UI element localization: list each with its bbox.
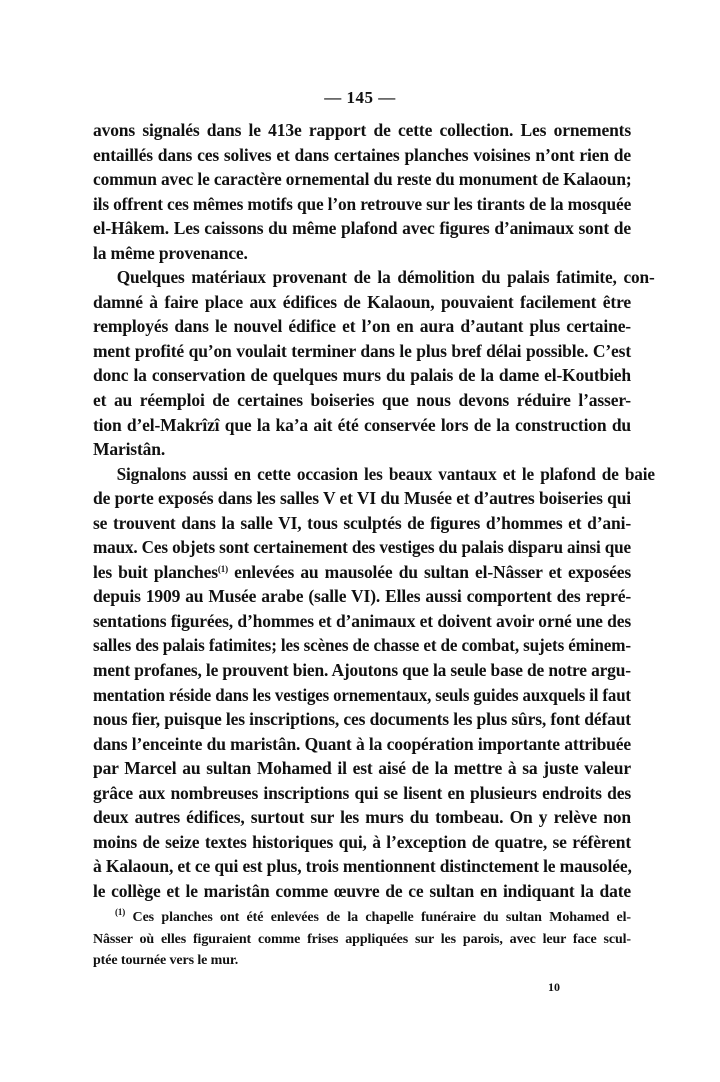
text-line: ment profanes, le prouvent bien. Ajoutons que la seule base de notre argu- (93, 660, 631, 681)
text-line: par Marcel au sultan Mohamed il est aisé de la mettre à sa juste valeur (93, 758, 631, 779)
text-line: deux autres édifices, surtout sur les murs du tombeau. On y relève non (93, 807, 631, 828)
text-line: remployés dans le nouvel édifice et l’on en aura d’autant plus certaine- (93, 316, 631, 337)
footnote-line: ptée tournée vers le mur. (93, 953, 239, 968)
body-text (93, 118, 655, 904)
text-line: nous fier, puisque les inscriptions, ces documents les plus sûrs, font défaut (93, 709, 631, 730)
text-fragment: enlevées au mausolée du sultan el-Nâsser et exposées (227, 561, 631, 582)
text-fragment: les buit planches (93, 561, 218, 582)
footnote-text: Ces planches ont été enlevées de la chapelle funéraire du sultan Mohamed el- (125, 910, 631, 925)
page-number: — 145 — (324, 88, 396, 107)
text-line: ils offrent ces mêmes motifs que l’on retrouve sur les tirants de la mosquée (93, 193, 632, 214)
text-line-with-footnote-ref (93, 560, 631, 585)
text-line: depuis 1909 au Musée arabe (salle VI). Elles aussi comportent des repré- (93, 586, 631, 607)
paragraph-start-line: Quelques matériaux provenant de la démolition du palais fatimite, con- (116, 267, 655, 288)
text-line: tion d’el-Makrîzî que la ka’a ait été conservée lors de la construction du (93, 414, 631, 435)
text-line: el-Hâkem. Les caissons du même plafond avec figures d’animaux sont de (93, 218, 631, 239)
text-line: dans l’enceinte du maristân. Quant à la coopération importante attribuée (93, 733, 631, 754)
footnote-marker: (1) (115, 907, 126, 917)
signature-mark: 10 (548, 980, 560, 994)
text-line: commun avec le caractère ornemental du reste du monument de Kalaoun; (93, 169, 632, 190)
text-line: et au réemploi de certaines boiseries que nous devons réduire l’asser- (93, 390, 631, 411)
text-line: salles des palais fatimites; les scènes de chasse et de combat, sujets éminem- (93, 635, 631, 656)
text-line: se trouvent dans la salle VI, tous sculptés de figures d’hommes et d’ani- (93, 512, 631, 533)
text-line: donc la conservation de quelques murs du palais de la dame el-Koutbieh (93, 365, 631, 386)
text-line: la même provenance. (93, 242, 248, 263)
footnote-line (93, 907, 631, 929)
text-line: avons signalés dans le 413e rapport de cette collection. Les ornements (93, 120, 631, 140)
text-line: Maristân. (93, 439, 166, 460)
footnote-reference[interactable]: (1) (217, 563, 228, 574)
text-line: maux. Ces objets sont certainement des vestiges du palais disparu ainsi que (93, 537, 632, 558)
text-line: mentation réside dans les vestiges ornementaux, seuls guides auxquels il faut (93, 684, 631, 705)
text-line: à Kalaoun, et ce qui est plus, trois mentionnent distinctement le mausolée, (93, 856, 632, 877)
text-line: damné à faire place aux édifices de Kalaoun, pouvaient facilement être (93, 291, 631, 312)
text-line: ment profité qu’on voulait terminer dans le plus bref délai possible. C’est (93, 340, 631, 361)
text-line: de porte exposés dans les salles V et VI du Musée et d’autres boiseries qui (93, 488, 631, 509)
footnotes (93, 907, 631, 972)
text-line: grâce aux nombreuses inscriptions qui se lisent en plusieurs endroits des (93, 782, 631, 803)
text-line: sentations figurées, d’hommes et d’animaux et doivent avoir orné une des (93, 610, 631, 631)
paragraph-start-line: Signalons aussi en cette occasion les beaux vantaux et le plafond de baie (116, 463, 655, 484)
footnote-line: Nâsser où elles figuraient comme frises appliquées sur les parois, avec leur face scul- (93, 931, 631, 947)
text-line: moins de seize textes historiques qui, à l’exception de quatre, se réfèrent (93, 831, 631, 852)
text-line: le collège et le maristân comme œuvre de ce sultan en indiquant la date (93, 880, 631, 901)
text-line: entaillés dans ces solives et dans certaines planches voisines n’ont rien de (93, 144, 631, 165)
